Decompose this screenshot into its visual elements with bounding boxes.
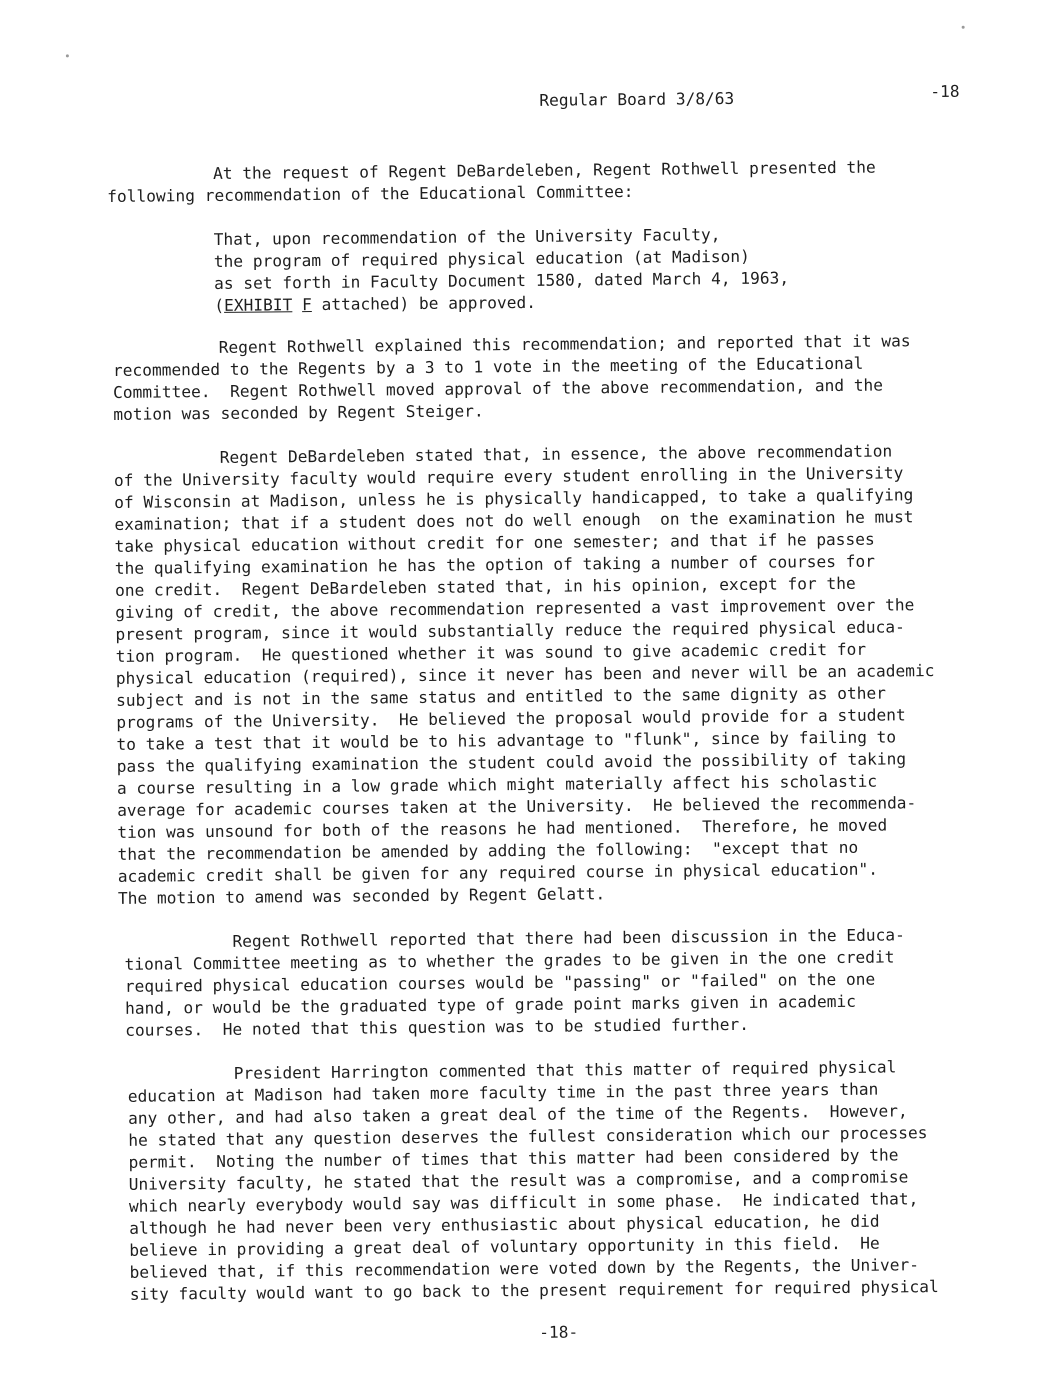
paragraph-line: subject and is not in the same status and entitled to the same dignity as other bbox=[115, 683, 887, 710]
paragraph-line: sity faculty would want to go back to the present requirement for required physical bbox=[129, 1277, 939, 1304]
paragraph-line: courses. He noted that this question was to be studied further. bbox=[125, 1014, 750, 1040]
paragraph-line: hand, or would be the graduated type of grade point marks given in academic bbox=[124, 991, 857, 1018]
paper-speck bbox=[66, 54, 69, 57]
paragraph-line: academic credit shall be given for any required course in physical education". bbox=[117, 859, 878, 886]
paragraph-line: of Wisconsin at Madison, unless he is physically handicapped, to take a qualifying bbox=[114, 485, 914, 512]
recommendation-line: the program of required physical education (at Madison) bbox=[213, 246, 750, 271]
paragraph-line: any other, and had also taken a great deal of the time of the Regents. However, bbox=[128, 1101, 908, 1128]
paragraph-line: believe in providing a great deal of voluntary opportunity in this field. He bbox=[129, 1233, 880, 1260]
intro-line: At the request of Regent DeBardeleben, Regent Rothwell presented the bbox=[212, 157, 876, 183]
paragraph-line: believed that, if this recommendation were voted down by the Regents, the Univer- bbox=[129, 1255, 920, 1282]
paragraph-line: recommended to the Regents by a 3 to 1 vote in the meeting of the Educational bbox=[112, 353, 864, 380]
paragraph-line: Regent DeBardeleben stated that, in essence, the above recommendation bbox=[219, 441, 893, 467]
paragraph-line: permit. Noting the number of times that this matter had been considered by the bbox=[128, 1145, 899, 1172]
paragraph-line: Committee. Regent Rothwell moved approval of the above recommendation, and the bbox=[113, 375, 884, 402]
paragraph-line: programs of the University. He believed the proposal would provide for a student bbox=[116, 705, 906, 732]
paragraph-line: The motion to amend was seconded by Regent Gelatt. bbox=[117, 884, 606, 908]
exhibit-rest: attached) be approved. bbox=[311, 292, 537, 315]
exhibit-label: EXHIBIT bbox=[223, 295, 293, 315]
paragraph-line: although he had never been very enthusiastic about physical education, he did bbox=[129, 1211, 880, 1238]
paragraph-line: education at Madison had taken more faculty time in the past three years than bbox=[127, 1079, 879, 1106]
header-page-number: -18 bbox=[930, 81, 960, 102]
paragraph-line: present program, since it would substantially reduce the required physical educa- bbox=[115, 617, 905, 644]
paragraph-line: motion was seconded by Regent Steiger. bbox=[113, 401, 484, 424]
open-paren: ( bbox=[214, 295, 225, 315]
header-title: Regular Board 3/8/63 bbox=[539, 88, 735, 110]
paragraph-line: he stated that any question deserves the fullest consideration which our processes bbox=[128, 1123, 928, 1150]
paragraph-line: tion program. He questioned whether it was sound to give academic credit for bbox=[115, 639, 867, 666]
paragraph-line: of the University faculty would require every student enrolling in the University bbox=[113, 463, 904, 490]
paragraph-line: that the recommendation be amended by adding the following: "except that no bbox=[117, 837, 859, 864]
exhibit-letter: F bbox=[301, 295, 312, 315]
paper-speck bbox=[962, 26, 965, 29]
paragraph-line: President Harrington commented that this matter of required physical bbox=[233, 1057, 897, 1083]
recommendation-line: That, upon recommendation of the University Faculty, bbox=[213, 225, 721, 249]
paragraph-line: pass the qualifying examination the student could avoid the possibility of taking bbox=[116, 749, 907, 776]
paragraph-line: University faculty, he stated that the result was a compromise, and a compromise bbox=[128, 1167, 909, 1194]
recommendation-line bbox=[214, 292, 536, 317]
paragraph-line: average for academic courses taken at the University. He believed the recommenda- bbox=[117, 793, 917, 820]
recommendation-line: as set forth in Faculty Document 1580, dated March 4, 1963, bbox=[213, 268, 790, 293]
paragraph-line: to take a test that it would be to his advantage to "flunk", since by failing to bbox=[116, 727, 897, 754]
paragraph-line: a course resulting in a low grade which might materially affect his scholastic bbox=[116, 771, 878, 798]
footer-page-number: -18- bbox=[539, 1322, 579, 1342]
paragraph-line: which nearly everybody would say was difficult in some phase. He indicated that, bbox=[128, 1189, 919, 1216]
paragraph-line: take physical education without credit for one semester; and that if he passes bbox=[114, 529, 875, 556]
paragraph-line: examination; that if a student does not do well enough on the examination he must bbox=[114, 507, 914, 534]
paragraph-line: Regent Rothwell reported that there had been discussion in the Educa- bbox=[232, 925, 905, 951]
paragraph-line: tional Committee meeting as to whether the grades to be given in the one credit bbox=[124, 947, 895, 974]
paragraph-line: required physical education courses would be "passing" or "failed" on the one bbox=[124, 969, 876, 996]
paragraph-line: giving of credit, the above recommendation represented a vast improvement over the bbox=[115, 595, 915, 622]
paragraph-line: Regent Rothwell explained this recommendation; and reported that it was bbox=[218, 331, 911, 357]
paragraph-line: the qualifying examination he has the option of taking a number of courses for bbox=[114, 551, 876, 578]
intro-line: following recommendation of the Educational Committee: bbox=[107, 181, 634, 206]
paragraph-line: one credit. Regent DeBardeleben stated that, in his opinion, except for the bbox=[114, 573, 856, 600]
paragraph-line: physical education (required), since it never has been and never will be an academic bbox=[115, 661, 935, 688]
paragraph-line: tion was unsound for both of the reasons he had mentioned. Therefore, he moved bbox=[117, 815, 888, 842]
